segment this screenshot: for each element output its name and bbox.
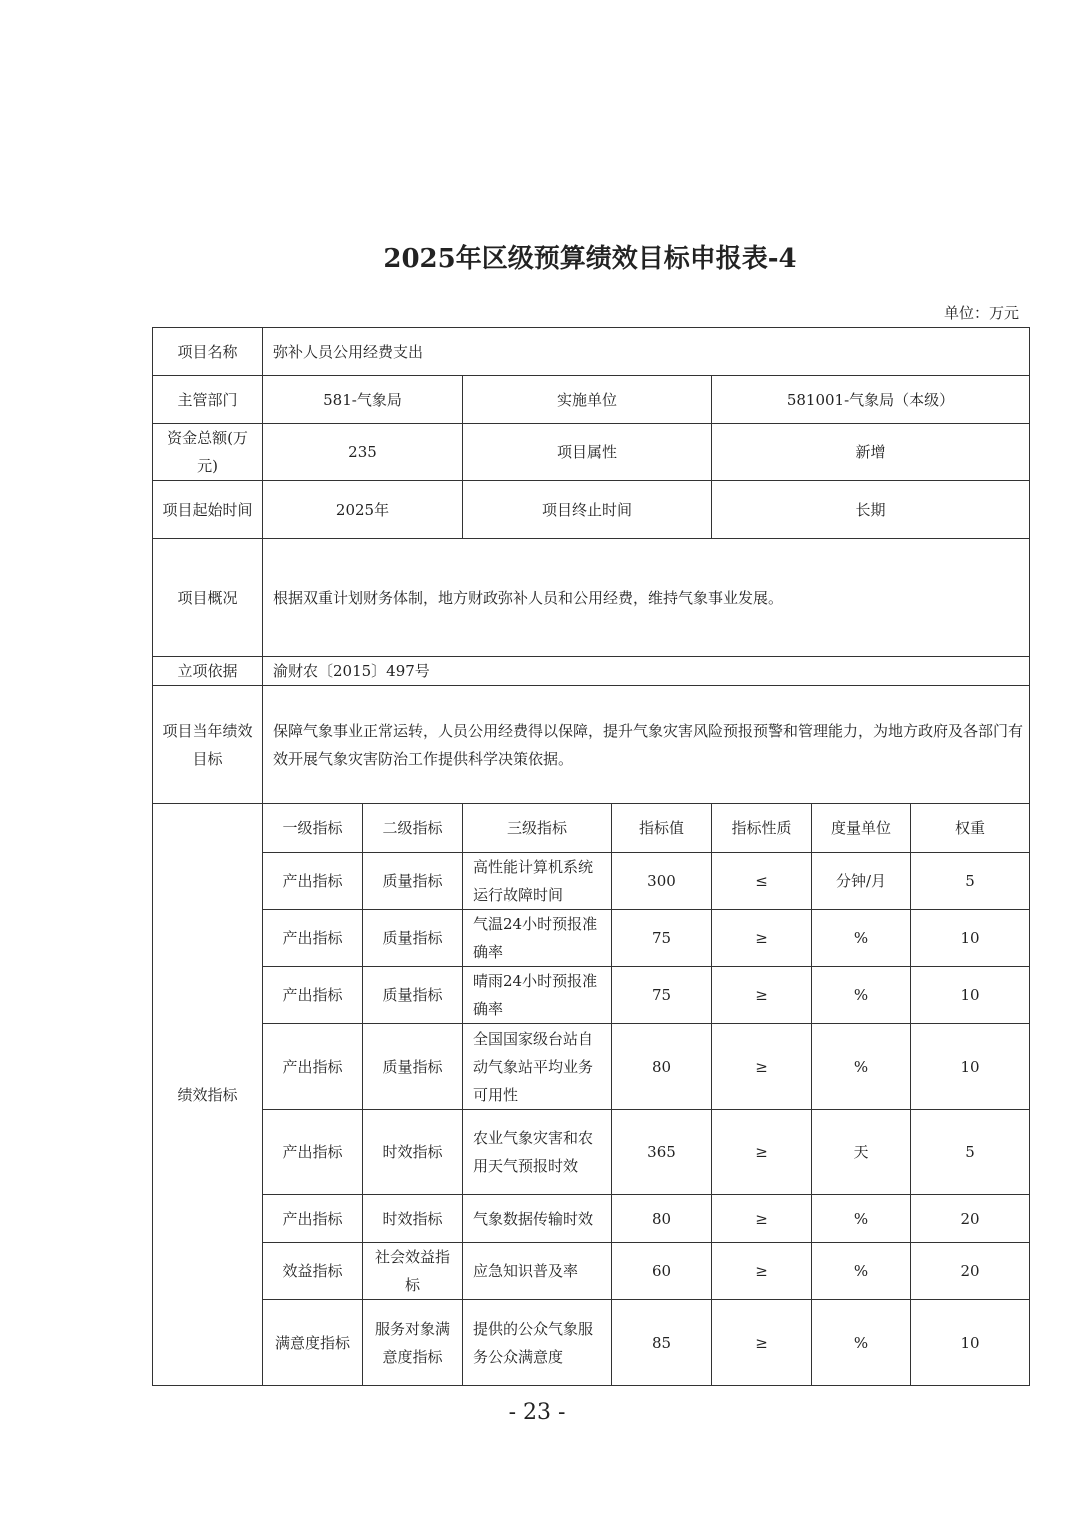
cell-level2: 质量指标 (363, 1024, 463, 1110)
header-weight: 权重 (911, 804, 1030, 853)
header-value: 指标值 (612, 804, 712, 853)
basis-value: 渝财农〔2015〕497号 (263, 657, 1030, 686)
cell-nature: ≥ (712, 1195, 812, 1243)
cell-level2: 质量指标 (363, 853, 463, 910)
cell-level1: 产出指标 (263, 1110, 363, 1195)
overview-value: 根据双重计划财务体制，地方财政弥补人员和公用经费，维持气象事业发展。 (263, 539, 1030, 657)
cell-level2: 质量指标 (363, 910, 463, 967)
table-row (153, 1110, 1030, 1195)
cell-unit: % (812, 1195, 911, 1243)
fund-label: 资金总额(万元) (153, 424, 263, 481)
cell-weight: 10 (911, 967, 1030, 1024)
cell-weight: 10 (911, 1300, 1030, 1386)
unit-label: 单位：万元 (943, 304, 1019, 322)
cell-nature: ≥ (712, 1024, 812, 1110)
header-level3: 三级指标 (463, 804, 612, 853)
table-row (153, 1243, 1030, 1300)
cell-level2: 社会效益指标 (363, 1243, 463, 1300)
table-row (153, 967, 1030, 1024)
document-title: 2025年区级预算绩效目标申报表-4 (383, 244, 797, 274)
cell-weight: 5 (911, 853, 1030, 910)
cell-unit: 分钟/月 (812, 853, 911, 910)
table-row (153, 910, 1030, 967)
cell-unit: % (812, 1024, 911, 1110)
cell-level1: 产出指标 (263, 967, 363, 1024)
cell-level1: 满意度指标 (263, 1300, 363, 1386)
cell-unit: % (812, 967, 911, 1024)
cell-unit: 天 (812, 1110, 911, 1195)
cell-level1: 产出指标 (263, 910, 363, 967)
end-label: 项目终止时间 (463, 481, 712, 539)
table-row (153, 1024, 1030, 1110)
goal-label: 项目当年绩效目标 (153, 686, 263, 804)
cell-value: 300 (612, 853, 712, 910)
perf-label: 绩效指标 (153, 804, 263, 1386)
header-unit: 度量单位 (812, 804, 911, 853)
cell-level1: 产出指标 (263, 1195, 363, 1243)
cell-level3: 提供的公众气象服务公众满意度 (463, 1300, 612, 1386)
cell-value: 85 (612, 1300, 712, 1386)
name-label: 项目名称 (153, 328, 263, 376)
fund-value: 235 (263, 424, 463, 481)
overview-label: 项目概况 (153, 539, 263, 657)
impl-value: 581001-气象局（本级） (712, 376, 1030, 424)
cell-nature: ≥ (712, 910, 812, 967)
table-row (153, 1300, 1030, 1386)
cell-weight: 10 (911, 1024, 1030, 1110)
budget-performance-table (152, 327, 1030, 1386)
cell-level3: 气温24小时预报准确率 (463, 910, 612, 967)
cell-level1: 产出指标 (263, 853, 363, 910)
cell-level2: 时效指标 (363, 1110, 463, 1195)
cell-weight: 10 (911, 910, 1030, 967)
name-value: 弥补人员公用经费支出 (263, 328, 1030, 376)
cell-value: 365 (612, 1110, 712, 1195)
cell-level1: 产出指标 (263, 1024, 363, 1110)
cell-level3: 气象数据传输时效 (463, 1195, 612, 1243)
dept-value: 581-气象局 (263, 376, 463, 424)
cell-value: 75 (612, 967, 712, 1024)
cell-unit: % (812, 1243, 911, 1300)
cell-unit: % (812, 910, 911, 967)
cell-level3: 农业气象灾害和农用天气预报时效 (463, 1110, 612, 1195)
cell-unit: % (812, 1300, 911, 1386)
header-level1: 一级指标 (263, 804, 363, 853)
cell-level1: 效益指标 (263, 1243, 363, 1300)
cell-value: 60 (612, 1243, 712, 1300)
page-number: - 23 - (508, 1400, 566, 1425)
start-label: 项目起始时间 (153, 481, 263, 539)
cell-level3: 应急知识普及率 (463, 1243, 612, 1300)
end-value: 长期 (712, 481, 1030, 539)
cell-nature: ≤ (712, 853, 812, 910)
cell-weight: 20 (911, 1195, 1030, 1243)
cell-level3: 全国国家级台站自动气象站平均业务可用性 (463, 1024, 612, 1110)
basis-label: 立项依据 (153, 657, 263, 686)
header-nature: 指标性质 (712, 804, 812, 853)
cell-level2: 服务对象满意度指标 (363, 1300, 463, 1386)
dept-label: 主管部门 (153, 376, 263, 424)
start-value: 2025年 (263, 481, 463, 539)
cell-value: 80 (612, 1024, 712, 1110)
cell-level2: 时效指标 (363, 1195, 463, 1243)
cell-nature: ≥ (712, 967, 812, 1024)
cell-level3: 高性能计算机系统运行故障时间 (463, 853, 612, 910)
attr-value: 新增 (712, 424, 1030, 481)
cell-nature: ≥ (712, 1243, 812, 1300)
cell-value: 80 (612, 1195, 712, 1243)
cell-nature: ≥ (712, 1300, 812, 1386)
cell-weight: 20 (911, 1243, 1030, 1300)
goal-value: 保障气象事业正常运转，人员公用经费得以保障，提升气象灾害风险预报预警和管理能力，为地方政府及各部门有效开展气象灾害防治工作提供科学决策依据。 (263, 686, 1030, 804)
cell-nature: ≥ (712, 1110, 812, 1195)
cell-level3: 晴雨24小时预报准确率 (463, 967, 612, 1024)
cell-weight: 5 (911, 1110, 1030, 1195)
impl-label: 实施单位 (463, 376, 712, 424)
header-level2: 二级指标 (363, 804, 463, 853)
table-row (153, 853, 1030, 910)
cell-value: 75 (612, 910, 712, 967)
attr-label: 项目属性 (463, 424, 712, 481)
table-row (153, 1195, 1030, 1243)
cell-level2: 质量指标 (363, 967, 463, 1024)
